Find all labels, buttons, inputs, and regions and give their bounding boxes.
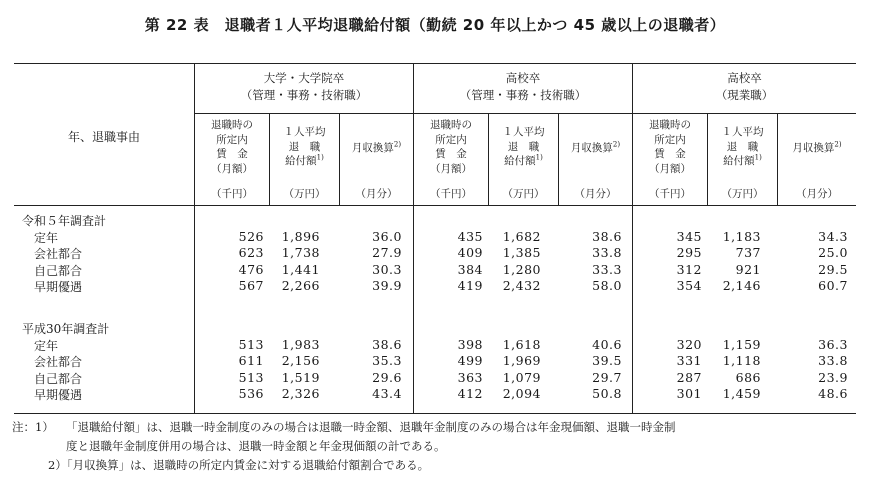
table-cell: 513 — [238, 369, 264, 385]
row-label: 会社都合 — [34, 247, 83, 261]
table-cell: 1,896 — [281, 228, 320, 244]
table-cell: 921 — [735, 261, 761, 277]
table-cell: 43.4 — [372, 386, 402, 401]
table-cell: 623 — [238, 245, 264, 260]
table-cell: 1,079 — [502, 369, 541, 385]
table-cell: 50.8 — [592, 386, 622, 401]
note-1-prefix: 注：1） — [12, 420, 54, 434]
col-benefit-header: １人平均 退 職 給付額$^{1)}$ — [502, 126, 545, 167]
table-cell: 567 — [238, 278, 264, 293]
row-label: 定年 — [34, 230, 59, 245]
table-cell: 611 — [238, 353, 264, 368]
col-ratio-header: 月収換算$^{2)}$ — [351, 140, 402, 154]
table-cell: 35.3 — [372, 353, 402, 368]
table-cell: 40.6 — [592, 336, 622, 352]
table-cell: 33.8 — [818, 353, 848, 368]
row-label: 自己都合 — [34, 263, 83, 278]
group-header-3-line2: （現業職） — [715, 88, 774, 102]
table-cell: 2,156 — [281, 353, 320, 368]
table-cell: 36.3 — [818, 336, 848, 352]
table-cell: 1,983 — [281, 336, 320, 352]
col-wage-unit: （千円） — [430, 188, 472, 200]
table-cell: 398 — [457, 336, 483, 352]
table-cell: 363 — [457, 369, 483, 385]
table-cell: 513 — [238, 336, 264, 352]
table-cell: 312 — [676, 261, 702, 277]
table-cell: 476 — [238, 261, 264, 277]
table-cell: 23.9 — [818, 369, 848, 385]
table-cell: 1,159 — [722, 336, 761, 352]
group-header-3-line1: 高校卒 — [727, 71, 762, 85]
table-cell: 1,183 — [722, 228, 761, 244]
note-2: 2）「月収換算」は、退職時の所定内賃金に対する退職給付額割合である。 — [48, 458, 430, 472]
table-title: 第 22 表 退職者１人平均退職給付額（勤続 20 年以上かつ 45 歳以上の退職者） — [144, 16, 726, 34]
table-cell: 435 — [457, 228, 483, 244]
table-cell: 2,266 — [281, 278, 320, 293]
table-cell: 1,519 — [281, 369, 320, 385]
table-cell: 1,385 — [502, 245, 541, 260]
table-cell: 38.6 — [372, 336, 402, 352]
note-1-line1: 「退職給付額」は、退職一時金制度のみの場合は退職一時金額、退職年金制度のみの場合は年金現価額、退職一時金制 — [66, 420, 676, 434]
table-cell: 1,118 — [722, 353, 761, 368]
table-cell: 2,094 — [502, 386, 541, 401]
table-top-rule — [14, 63, 856, 64]
col-benefit-header: １人平均 退 職 給付額$^{1)}$ — [721, 126, 764, 167]
table-cell: 287 — [676, 369, 702, 385]
table-cell: 36.0 — [372, 228, 402, 244]
table-cell: 34.3 — [818, 228, 848, 244]
table-cell: 686 — [735, 369, 761, 385]
col-ratio-unit: （月分） — [796, 188, 838, 200]
table-cell: 29.6 — [372, 369, 402, 385]
table-cell: 58.0 — [592, 278, 622, 293]
col-wage-unit: （千円） — [649, 188, 691, 200]
table-cell: 1,441 — [281, 261, 320, 277]
table-cell: 384 — [457, 261, 483, 277]
row-label: 会社都合 — [34, 355, 83, 369]
group-header-2-line1: 高校卒 — [505, 71, 541, 85]
note-1-line2: 度と退職年金制度併用の場合は、退職一時金額と年金現価額の計である。 — [66, 439, 446, 453]
table-cell: 345 — [676, 228, 702, 244]
group-header-1-line2: （管理・事務・技術職） — [240, 88, 368, 102]
table-bottom-rule — [14, 413, 856, 414]
table-cell: 60.7 — [818, 278, 848, 293]
table-cell: 301 — [676, 386, 702, 401]
col-benefit-unit: （万円） — [283, 188, 326, 200]
col-ratio-header: 月収換算$^{2)}$ — [570, 140, 621, 154]
row-label: 早期優遇 — [34, 388, 83, 402]
table-cell: 25.0 — [818, 245, 848, 260]
table-cell: 1,682 — [502, 228, 541, 244]
table-cell: 2,326 — [281, 386, 320, 401]
table-cell: 1,738 — [281, 245, 320, 260]
table-cell: 39.5 — [592, 353, 622, 368]
table-cell: 33.8 — [592, 245, 622, 260]
row-label: 定年 — [34, 338, 59, 353]
header-bottom-rule — [14, 205, 856, 206]
table-cell: 2,146 — [722, 278, 761, 293]
row-label: 自己都合 — [34, 371, 83, 386]
table-cell: 499 — [457, 353, 483, 368]
section-label: 平成30年調査計 — [22, 322, 110, 336]
table-cell: 354 — [676, 278, 702, 293]
table-cell: 1,280 — [502, 261, 541, 277]
table-cell: 48.6 — [818, 386, 848, 401]
col-wage-header: 退職時の 所定内 賃 金 （月額） — [211, 119, 253, 175]
table-cell: 526 — [238, 228, 264, 244]
col-wage-unit: （千円） — [211, 188, 253, 200]
table-cell: 409 — [457, 245, 483, 260]
table-cell: 27.9 — [372, 245, 402, 260]
table-cell: 1,618 — [502, 336, 541, 352]
table-cell: 2,432 — [502, 278, 541, 293]
group-header-1-line1: 大学・大学院卒 — [263, 71, 345, 85]
table-cell: 29.7 — [592, 369, 622, 385]
group-header-rule — [195, 113, 856, 114]
table-cell: 29.5 — [818, 261, 848, 277]
table-cell: 295 — [676, 245, 702, 260]
table-cell: 30.3 — [372, 261, 402, 277]
table-cell: 1,969 — [502, 353, 541, 368]
col-benefit-unit: （万円） — [502, 188, 545, 200]
row-label: 早期優遇 — [34, 280, 83, 294]
table-cell: 1,459 — [722, 386, 761, 401]
table-cell: 536 — [238, 386, 264, 401]
col-ratio-header: 月収換算$^{2)}$ — [792, 140, 842, 154]
table-cell: 419 — [457, 278, 483, 293]
table-cell: 39.9 — [372, 278, 402, 293]
col-wage-header: 退職時の 所定内 賃 金 （月額） — [430, 119, 472, 175]
table-cell: 412 — [457, 386, 483, 401]
section-label: 令和５年調査計 — [22, 214, 107, 228]
col-wage-header: 退職時の 所定内 賃 金 （月額） — [649, 119, 691, 175]
table-cell: 331 — [676, 353, 702, 368]
table-cell: 737 — [735, 245, 761, 260]
col-ratio-unit: （月分） — [574, 188, 617, 200]
stub-header: 年、退職事由 — [67, 130, 140, 144]
table-cell: 33.3 — [592, 261, 622, 277]
col-ratio-unit: （月分） — [355, 188, 398, 200]
group-header-2-line2: （管理・事務・技術職） — [459, 88, 587, 102]
col-benefit-unit: （万円） — [721, 188, 764, 200]
table-cell: 320 — [676, 336, 702, 352]
col-benefit-header: １人平均 退 職 給付額$^{1)}$ — [283, 126, 326, 167]
table-cell: 38.6 — [592, 228, 622, 244]
